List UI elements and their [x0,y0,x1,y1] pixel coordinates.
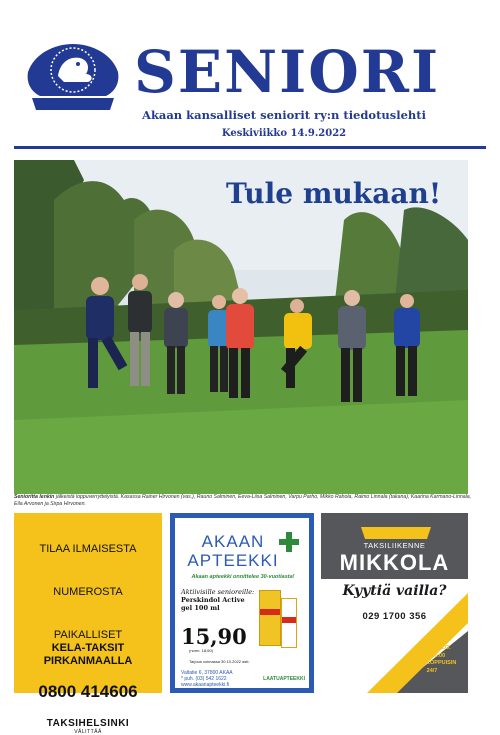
hours-line-4: 24/7 [426,667,438,674]
taxi-line-5: PIRKANMAALLA [43,655,133,667]
mikkola-label: TAKSILIIKENNE [363,541,426,550]
masthead-divider [14,146,486,149]
pharmacy-url[interactable]: www.akaanapteekki.fi [181,682,230,688]
pharmacy-address [181,670,233,682]
masthead [14,36,486,146]
photo-headline: Tule mukaan! [226,177,442,210]
product-tube-icon [281,598,297,648]
pharmacy-street: Valtatie 6, 37800 AKAA [181,670,233,676]
lion-crest-logo [22,40,124,112]
caption-text: jälkeistä loppuverryttelyistä. Kasassa Rainer Hirvonen (vas.), Rauno Salminen, Eeva-Liisa Salminen, Varpu Parho, Mikko Rahola, Raimo Linnala (takana), Kaarina Karmano-Linnala, Eila Arvonen ja Sirpa Hirvonen. [14,494,472,507]
hours-line-1: ARKISIN KLO. [413,645,451,651]
issue-date: Keskiviikko 14.9.2022 [221,128,347,139]
pharmacy-cross-icon [279,532,299,552]
mikkola-name: MIKKOLA [339,550,450,575]
hours-line-3: VIIKONLOPPUISIN [407,660,457,666]
ad-kela-taxi[interactable] [14,513,162,735]
pharmacy-name: AKAAN APTEEKKI [187,532,279,570]
group-photo [14,160,468,494]
pharmacy-phone: * puh. (03) 542 1622 [181,676,227,682]
taxi-brand-sub: VÄLITTÄÄ [74,729,102,735]
newspaper-title: SENIORI [134,38,441,106]
ad-taksiliikenne-mikkola[interactable] [321,513,468,693]
newspaper-subtitle: Akaan kansalliset seniorit ry:n tiedotuslehti [142,108,426,122]
product-box-icon [259,590,281,646]
taxi-line-2: NUMEROSTA [53,586,123,598]
pharmacy-offer [181,588,255,612]
taxi-brand: TAKSIHELSINKI [46,718,130,729]
taxi-line-1: TILAA ILMAISESTA [39,543,137,555]
photo-caption [14,494,474,508]
offer-price: 15,90 [181,624,247,649]
ad-akaan-apteekki[interactable] [170,513,314,693]
mikkola-hours [402,645,462,675]
offer-product: Perskindol Active gel 100 ml [181,596,245,612]
mikkola-phone: 029 1700 356 [362,611,427,622]
laatuapteekki-badge: LAATUAPTEEKKI [263,676,305,682]
caption-lead: Senioritta lenkin [14,494,55,500]
taxi-line-3: PAIKALLISET [53,629,123,641]
taxi-phone: 0800 414606 [38,682,138,701]
hours-line-2: 6.30-20.00 [418,652,446,659]
mikkola-slogan: Kyytiä vailla? [342,583,447,599]
offer-intro: Aktiivisille senioreille: [181,588,255,596]
offer-validity: Tarjous voimassa 30.10.2022 asti. [189,659,250,664]
pharmacy-slogan: Akaan apteekki onnittelee 30-vuotiasta! [191,574,295,580]
offer-normal-price: (norm. 18,60) [189,648,214,653]
taxi-line-4: KELA-TAKSIT [51,642,125,654]
